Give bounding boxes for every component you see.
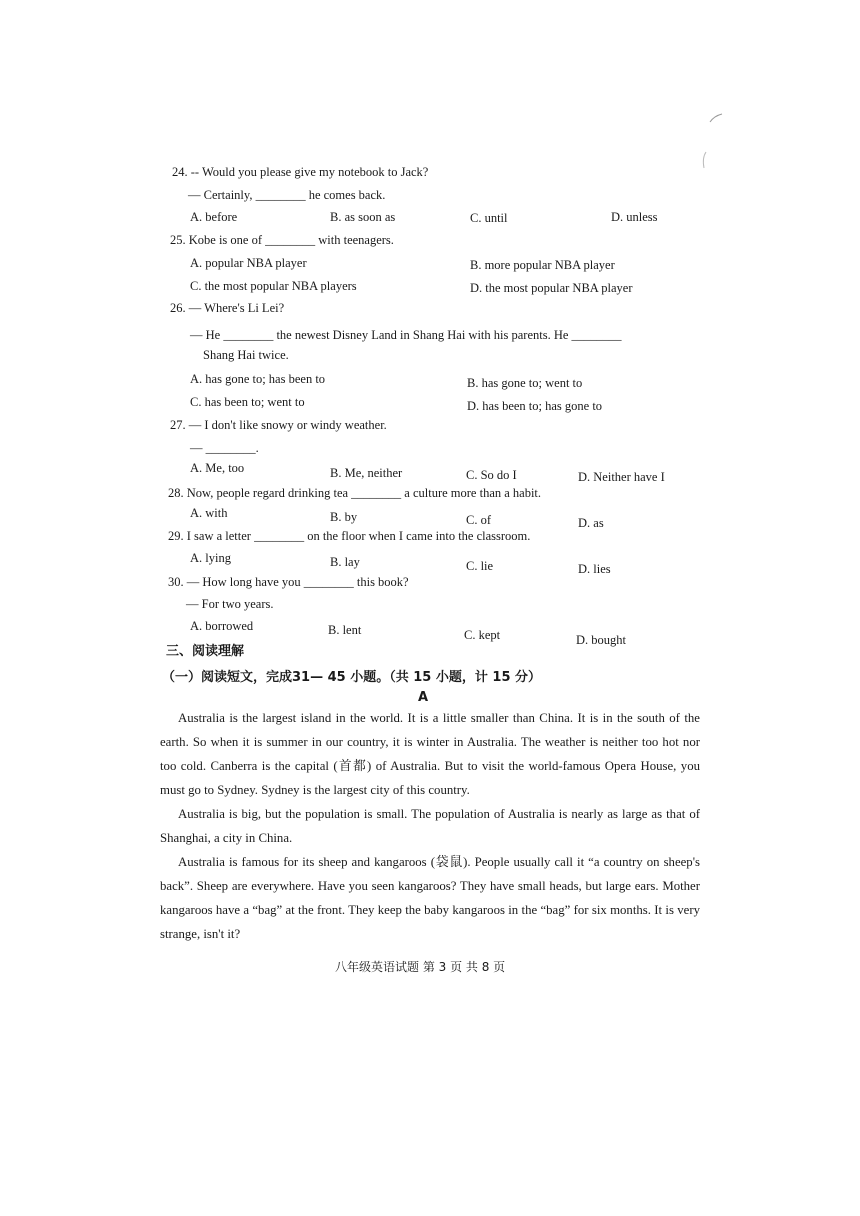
- question-26-option-b: B. has gone to; went to: [467, 376, 583, 390]
- question-28-option-b: B. by: [330, 510, 358, 524]
- question-25-stem: 25. Kobe is one of ________ with teenagers.: [170, 233, 394, 247]
- question-29-option-a: A. lying: [190, 551, 231, 565]
- question-26-option-a: A. has gone to; has been to: [190, 372, 326, 386]
- passage-paragraph-2: [160, 802, 700, 850]
- question-25-option-d: D. the most popular NBA player: [470, 281, 633, 295]
- question-25-option-c: C. the most popular NBA players: [190, 279, 357, 293]
- question-26-line3: Shang Hai twice.: [203, 348, 289, 362]
- section-title: 三、阅读理解: [166, 644, 245, 659]
- question-30-option-a: A. borrowed: [190, 619, 254, 633]
- passage-paragraph-1: [160, 706, 700, 802]
- question-30-line2: — For two years.: [186, 597, 274, 611]
- question-24-option-d: D. unless: [611, 210, 658, 224]
- passage-paragraph-1-text: Australia is the largest island in the world. It is a little smaller than China. It is in the south of the earth. So when it is summer in our country, it is winter in Australia. The weather is neither too hot nor too cold. Canberra is the capital (首都) of Australia. But to visit the world-famous Opera House, you must go to Sydney. Sydney is the largest city of this country.: [160, 711, 700, 797]
- question-29-option-c: C. lie: [466, 559, 494, 573]
- question-28-option-d: D. as: [578, 516, 604, 530]
- scan-mark: [700, 112, 728, 172]
- question-24-line2: — Certainly, ________ he comes back.: [188, 188, 386, 202]
- question-24-option-a: A. before: [190, 210, 238, 224]
- question-24-option-b: B. as soon as: [330, 210, 396, 224]
- passage-paragraph-3: [160, 850, 700, 946]
- question-28-option-c: C. of: [466, 513, 491, 527]
- section-subtitle: （一）阅读短文，完成31— 45 小题。（共 15 小题，计 15 分）: [162, 670, 542, 685]
- question-29-option-b: B. lay: [330, 555, 360, 569]
- question-28-stem: 28. Now, people regard drinking tea ________ a culture more than a habit.: [168, 486, 542, 500]
- question-27-line2: — ________.: [190, 441, 259, 455]
- question-29-option-d: D. lies: [578, 562, 611, 576]
- question-24-option-c: C. until: [470, 211, 508, 225]
- question-27-option-c: C. So do I: [466, 468, 517, 482]
- question-26-stem: 26. — Where's Li Lei?: [170, 301, 285, 315]
- passage-paragraph-3-text: Australia is famous for its sheep and kangaroos (袋鼠). People usually call it “a country on sheep's back”. Sheep are everywhere. Have you seen kangaroos? They have small heads, but large ears. Mother kangaroos have a “bag” at the front. They keep the baby kangaroos in the “bag” for six months. It is very strange, isn't it?: [160, 855, 700, 941]
- question-30-option-c: C. kept: [464, 628, 501, 642]
- question-28-option-a: A. with: [190, 506, 228, 520]
- question-30-stem: 30. — How long have you ________ this book?: [168, 575, 409, 589]
- question-27-stem: 27. — I don't like snowy or windy weather.: [170, 418, 387, 432]
- question-30-option-b: B. lent: [328, 623, 362, 637]
- question-29-stem: 29. I saw a letter ________ on the floor when I came into the classroom.: [168, 529, 531, 543]
- question-30-option-d: D. bought: [576, 633, 626, 647]
- page-footer: 八年级英语试题 第 3 页 共 8 页: [335, 960, 506, 974]
- question-26-option-d: D. has been to; has gone to: [467, 399, 603, 413]
- question-25-option-a: A. popular NBA player: [190, 256, 307, 270]
- passage-paragraph-2-text: Australia is big, but the population is small. The population of Australia is nearly as large as that of Shanghai, a city in China.: [160, 807, 700, 845]
- question-24-stem: 24. -- Would you please give my notebook to Jack?: [172, 165, 429, 179]
- question-27-option-b: B. Me, neither: [330, 466, 403, 480]
- passage-label: A: [418, 690, 429, 705]
- question-27-option-d: D. Neither have I: [578, 470, 665, 484]
- question-26-line2: — He ________ the newest Disney Land in Shang Hai with his parents. He ________: [190, 328, 622, 342]
- question-25-option-b: B. more popular NBA player: [470, 258, 615, 272]
- question-26-option-c: C. has been to; went to: [190, 395, 305, 409]
- question-27-option-a: A. Me, too: [190, 461, 245, 475]
